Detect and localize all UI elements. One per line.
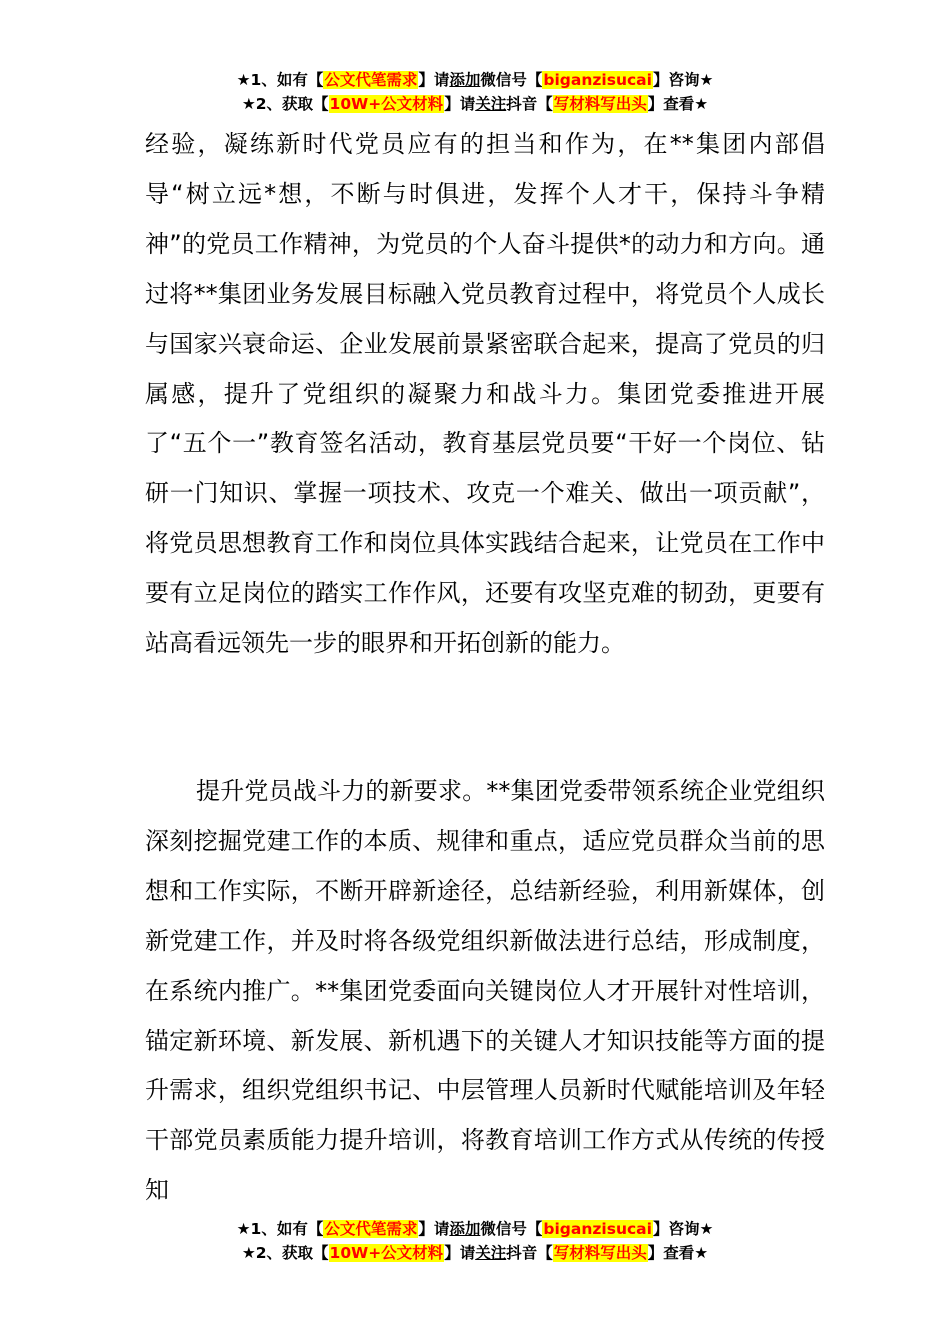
banner-text: 微信号【 <box>480 71 543 89</box>
banner-text: 】请 <box>444 95 476 113</box>
banner-text: ★2、获取【 <box>241 1244 329 1262</box>
banner-text: 】请 <box>418 71 450 89</box>
highlight-text: biganzisucai <box>543 1220 652 1238</box>
banner-text: 】咨询★ <box>652 71 714 89</box>
banner-text: 微信号【 <box>480 1220 543 1238</box>
banner-text: 】查看★ <box>647 1244 709 1262</box>
banner-text: 】请 <box>444 1244 476 1262</box>
banner-text: 】查看★ <box>647 95 709 113</box>
banner-text: 抖音【 <box>506 95 553 113</box>
banner-line-1 <box>0 68 950 92</box>
underlined-text: 关注 <box>475 95 507 113</box>
banner-line-2 <box>0 92 950 116</box>
banner-text: 抖音【 <box>506 1244 553 1262</box>
banner-text: 】请 <box>418 1220 450 1238</box>
banner-text: 】咨询★ <box>652 1220 714 1238</box>
body-paragraph-1: 经验，凝练新时代党员应有的担当和作为，在**集团内部倡导“树立远*想，不断与时俱进，发挥个人才干，保持斗争精神”的党员工作精神，为党员的个人奋斗提供*的动力和方向。通过将**集团业务发展目标融入党员教育过程中，将党员个人成长与国家兴衰命运、企业发展前景紧密联合起来，提高了党员的归属感，提升了党组织的凝聚力和战斗力。集团党委推进开展了“五个一”教育签名活动，教育基层党员要“干好一个岗位、钻研一门知识、掌握一项技术、攻克一个难关、做出一项贡献”，将党员思想教育工作和岗位具体实践结合起来，让党员在工作中要有立足岗位的踏实工作作风，还要有攻坚克难的韧劲，更要有站高看远领先一步的眼界和开拓创新的能力。 <box>145 130 825 658</box>
banner-line-1 <box>0 1217 950 1241</box>
highlight-text: 公文代笔需求 <box>324 71 418 89</box>
banner-text: ★2、获取【 <box>241 95 329 113</box>
banner-text: ★1、如有【 <box>236 1220 324 1238</box>
underlined-text: 关注 <box>475 1244 507 1262</box>
highlight-text: 写材料写出头 <box>553 1244 647 1262</box>
highlight-text: biganzisucai <box>543 71 652 89</box>
banner-line-2 <box>0 1241 950 1265</box>
highlight-text: 10W+公文材料 <box>329 1244 444 1262</box>
footer-banner <box>0 1217 950 1265</box>
underlined-text: 添加 <box>449 1220 481 1238</box>
highlight-text: 写材料写出头 <box>553 95 647 113</box>
banner-text: ★1、如有【 <box>236 71 324 89</box>
body-paragraph-2: 提升党员战斗力的新要求。**集团党委带领系统企业党组织深刻挖掘党建工作的本质、规律和重点，适应党员群众当前的思想和工作实际，不断开辟新途径，总结新经验，利用新媒体，创新党建工作，并及时将各级党组织新做法进行总结，形成制度，在系统内推广。**集团党委面向关键岗位人才开展针对性培训，锚定新环境、新发展、新机遇下的关键人才知识技能等方面的提升需求，组织党组织书记、中层管理人员新时代赋能培训及年轻干部党员素质能力提升培训，将教育培训工作方式从传统的传授知 <box>145 777 825 1205</box>
highlight-text: 10W+公文材料 <box>329 95 444 113</box>
header-banner <box>0 68 950 116</box>
highlight-text: 公文代笔需求 <box>324 1220 418 1238</box>
underlined-text: 添加 <box>449 71 481 89</box>
